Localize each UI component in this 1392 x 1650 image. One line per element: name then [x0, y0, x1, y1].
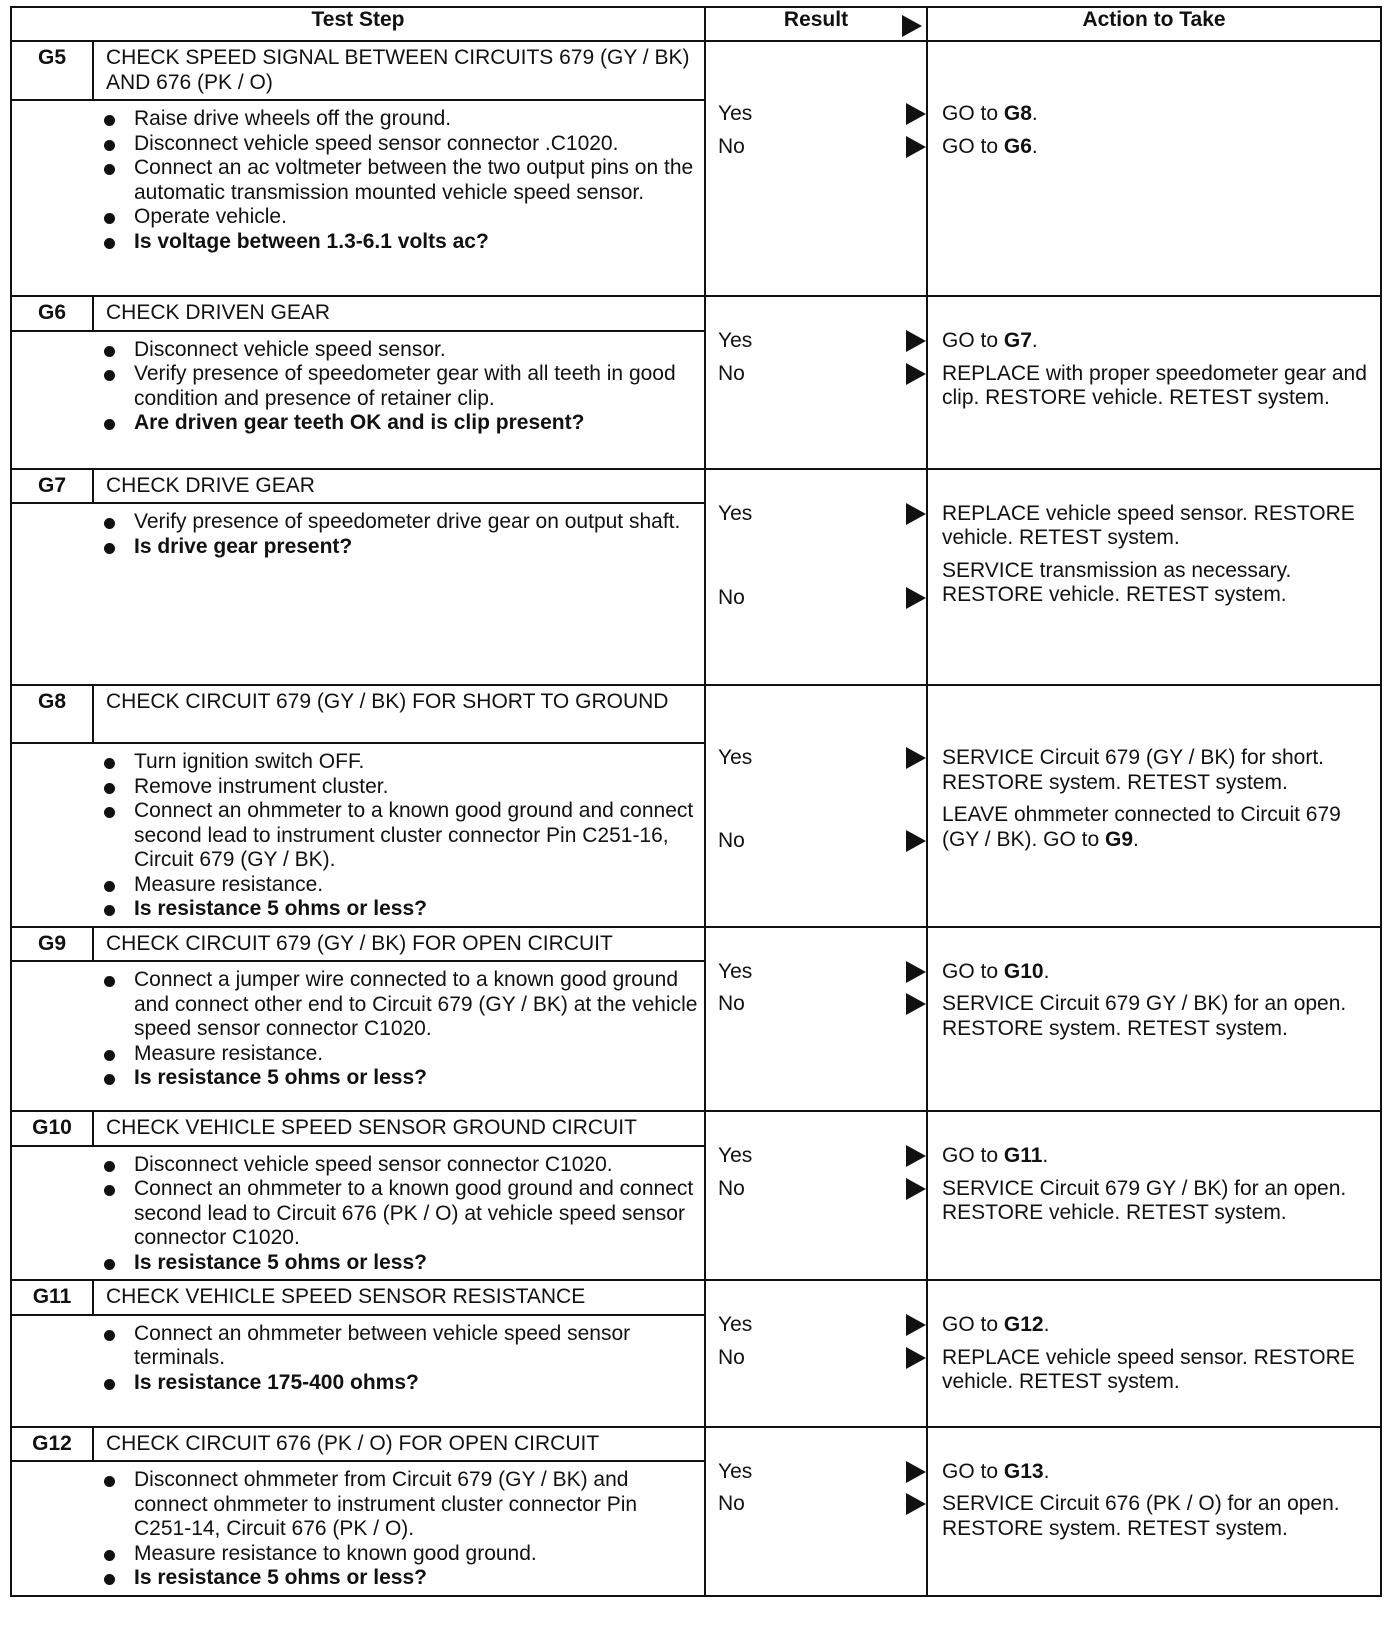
step-title: CHECK DRIVEN GEAR — [93, 296, 705, 331]
header-test-step: Test Step — [11, 7, 705, 41]
bullet-item: Verify presence of speedometer drive gear on output shaft. — [96, 510, 698, 535]
bullet-list — [12, 107, 698, 254]
arrow-icon — [906, 330, 926, 352]
diagnostic-table — [10, 6, 1382, 1597]
step-title: CHECK CIRCUIT 679 (GY / BK) FOR SHORT TO GROUND — [93, 685, 705, 743]
step-title: CHECK DRIVE GEAR — [93, 469, 705, 504]
result-no: No — [706, 992, 926, 1017]
result-cell — [705, 685, 927, 927]
result-cell — [705, 41, 927, 296]
action-no: SERVICE Circuit 679 GY / BK) for an open. RESTORE vehicle. RETEST system. — [942, 1176, 1347, 1224]
step-g5-title-row — [11, 41, 1381, 100]
arrow-icon — [906, 1493, 926, 1515]
bullet-item: Connect an ohmmeter between vehicle speed sensor terminals. — [96, 1322, 698, 1371]
bullet-list — [12, 750, 698, 922]
result-no: No — [706, 1492, 926, 1517]
step-code: G12 — [11, 1427, 93, 1462]
step-instructions — [11, 1461, 705, 1596]
arrow-icon — [906, 363, 926, 385]
result-no: No — [706, 362, 926, 387]
bullet-item: Measure resistance. — [96, 873, 698, 898]
bullet-item: Turn ignition switch OFF. — [96, 750, 698, 775]
arrow-icon — [906, 830, 926, 852]
arrow-icon — [906, 993, 926, 1015]
action-cell — [927, 1111, 1381, 1280]
action-yes: GO to G8. — [942, 102, 1038, 125]
arrow-icon — [906, 503, 926, 525]
bullet-item: Disconnect ohmmeter from Circuit 679 (GY / BK) and connect ohmmeter to instrument cluster connector Pin C251-14, Circuit 676 (PK / O). — [96, 1468, 698, 1542]
bullet-item: Remove instrument cluster. — [96, 775, 698, 800]
arrow-icon — [906, 1314, 926, 1336]
result-no — [706, 135, 926, 160]
action-cell — [927, 1280, 1381, 1427]
step-instructions — [11, 743, 705, 927]
step-ref: G10 — [1003, 959, 1044, 983]
bullet-item: Connect an ohmmeter to a known good ground and connect second lead to Circuit 676 (PK / O) at vehicle speed sensor connector C1020. — [96, 1177, 698, 1251]
result-cell — [705, 1280, 927, 1427]
step-code: G9 — [11, 927, 93, 962]
action-cell — [927, 41, 1381, 296]
action-no: REPLACE vehicle speed sensor. RESTORE vehicle. RETEST system. — [942, 1345, 1355, 1393]
arrow-icon — [906, 587, 926, 609]
header-action: Action to Take — [927, 7, 1381, 41]
action-yes: GO to G11. — [942, 1144, 1049, 1167]
step-title: CHECK SPEED SIGNAL BETWEEN CIRCUITS 679 (GY / BK) AND 676 (PK / O) — [93, 41, 705, 100]
arrow-icon — [902, 15, 922, 37]
result-yes-label: Yes — [718, 102, 753, 125]
result-yes: Yes — [706, 1460, 926, 1485]
action-cell — [927, 927, 1381, 1112]
result-cell — [705, 1427, 927, 1596]
step-g9-title-row — [11, 927, 1381, 962]
arrow-icon — [906, 1145, 926, 1167]
bullet-item: Disconnect vehicle speed sensor connector C1020. — [96, 1153, 698, 1178]
bullet-question: Are driven gear teeth OK and is clip present? — [96, 411, 698, 436]
arrow-icon — [906, 961, 926, 983]
action-no: GO to G6. — [942, 134, 1038, 158]
action-cell — [927, 296, 1381, 469]
bullet-list — [12, 1468, 698, 1591]
step-code: G5 — [11, 41, 93, 100]
step-g6-title-row — [11, 296, 1381, 331]
step-instructions — [11, 503, 705, 685]
result-no-label: No — [718, 134, 745, 158]
bullet-item: Disconnect vehicle speed sensor connector .C1020. — [96, 132, 698, 157]
action-yes: GO to G10. — [942, 959, 1050, 983]
action-yes: SERVICE Circuit 679 (GY / BK) for short. RESTORE system. RETEST system. — [942, 746, 1325, 794]
bullet-item: Connect an ohmmeter to a known good ground and connect second lead to instrument cluster connector Pin C251-16, Circuit 679 (GY / BK). — [96, 799, 698, 873]
header-result-label: Result — [783, 8, 849, 31]
arrow-icon — [906, 1178, 926, 1200]
action-yes: GO to G7. — [942, 329, 1038, 352]
step-instructions — [11, 100, 705, 296]
step-g8-title-row — [11, 685, 1381, 743]
action-no: REPLACE with proper speedometer gear and clip. RESTORE vehicle. RETEST system. — [942, 361, 1367, 409]
result-yes: Yes — [706, 746, 926, 771]
arrow-icon — [906, 103, 926, 125]
step-title: CHECK VEHICLE SPEED SENSOR GROUND CIRCUIT — [93, 1111, 705, 1146]
result-cell — [705, 1111, 927, 1280]
step-instructions — [11, 331, 705, 469]
action-cell — [927, 1427, 1381, 1596]
step-code: G10 — [11, 1111, 93, 1146]
step-ref: G12 — [1003, 1313, 1044, 1336]
step-ref: G6 — [1003, 134, 1032, 158]
arrow-icon — [906, 1347, 926, 1369]
step-instructions — [11, 961, 705, 1111]
action-no: SERVICE Circuit 676 (PK / O) for an open. RESTORE system. RETEST system. — [942, 1492, 1340, 1540]
step-ref: G9 — [1105, 827, 1134, 851]
result-yes: Yes — [706, 1313, 926, 1338]
bullet-item: Verify presence of speedometer gear with all teeth in good condition and presence of retainer clip. — [96, 362, 698, 411]
step-code: G11 — [11, 1280, 93, 1315]
bullet-item: Connect a jumper wire connected to a known good ground and connect other end to Circuit 679 (GY / BK) at the vehicle speed sensor connector C1020. — [96, 968, 698, 1042]
bullet-question: Is resistance 5 ohms or less? — [96, 1566, 698, 1591]
step-code: G6 — [11, 296, 93, 331]
bullet-list — [12, 510, 698, 559]
bullet-list — [12, 968, 698, 1091]
step-code: G8 — [11, 685, 93, 743]
bullet-question: Is resistance 5 ohms or less? — [96, 1251, 698, 1276]
action-no: LEAVE ohmmeter connected to Circuit 679 (GY / BK). GO to G9. — [942, 803, 1341, 851]
result-no: No — [706, 1177, 926, 1202]
arrow-icon — [906, 1461, 926, 1483]
step-ref: G7 — [1003, 329, 1032, 352]
result-cell — [705, 469, 927, 686]
result-no: No — [706, 829, 926, 854]
step-title: CHECK VEHICLE SPEED SENSOR RESISTANCE — [93, 1280, 705, 1315]
bullet-question: Is drive gear present? — [96, 535, 698, 560]
step-ref: G11 — [1003, 1144, 1043, 1167]
step-ref: G13 — [1003, 1459, 1044, 1483]
result-yes — [706, 102, 926, 127]
bullet-list — [12, 338, 698, 436]
result-yes: Yes — [706, 1144, 926, 1169]
arrow-icon — [906, 747, 926, 769]
bullet-item: Raise drive wheels off the ground. — [96, 107, 698, 132]
step-g12-title-row — [11, 1427, 1381, 1462]
action-no: SERVICE Circuit 679 GY / BK) for an open. RESTORE system. RETEST system. — [942, 992, 1347, 1040]
bullet-item: Operate vehicle. — [96, 205, 698, 230]
result-yes: Yes — [706, 502, 926, 527]
step-instructions — [11, 1146, 705, 1281]
action-cell — [927, 469, 1381, 686]
bullet-item: Connect an ac voltmeter between the two output pins on the automatic transmission mounted vehicle speed sensor. — [96, 156, 698, 205]
step-title: CHECK CIRCUIT 676 (PK / O) FOR OPEN CIRCUIT — [93, 1427, 705, 1462]
step-ref: G8 — [1003, 102, 1032, 125]
arrow-icon — [906, 136, 926, 158]
bullet-item: Disconnect vehicle speed sensor. — [96, 338, 698, 363]
step-code: G7 — [11, 469, 93, 504]
step-g11-title-row — [11, 1280, 1381, 1315]
bullet-question: Is resistance 175-400 ohms? — [96, 1371, 698, 1396]
action-no: SERVICE transmission as necessary. RESTORE vehicle. RETEST system. — [942, 558, 1292, 606]
bullet-list — [12, 1322, 698, 1396]
bullet-question: Is voltage between 1.3-6.1 volts ac? — [96, 230, 698, 255]
action-cell — [927, 685, 1381, 927]
step-title: CHECK CIRCUIT 679 (GY / BK) FOR OPEN CIRCUIT — [93, 927, 705, 962]
step-g7-title-row — [11, 469, 1381, 504]
bullet-item: Measure resistance. — [96, 1042, 698, 1067]
result-yes: Yes — [706, 329, 926, 354]
bullet-question: Is resistance 5 ohms or less? — [96, 1066, 698, 1091]
action-yes: GO to G13. — [942, 1459, 1050, 1483]
bullet-list — [12, 1153, 698, 1276]
bullet-question: Is resistance 5 ohms or less? — [96, 897, 698, 922]
action-yes: GO to G12. — [942, 1313, 1050, 1336]
result-cell — [705, 296, 927, 469]
result-no: No — [706, 1346, 926, 1371]
step-instructions — [11, 1315, 705, 1427]
bullet-item: Measure resistance to known good ground. — [96, 1542, 698, 1567]
result-yes: Yes — [706, 960, 926, 985]
result-no: No — [706, 586, 926, 611]
result-cell — [705, 927, 927, 1112]
header-row — [11, 7, 1381, 41]
header-result — [705, 7, 927, 41]
action-yes: REPLACE vehicle speed sensor. RESTORE vehicle. RETEST system. — [942, 501, 1355, 549]
step-g10-title-row — [11, 1111, 1381, 1146]
